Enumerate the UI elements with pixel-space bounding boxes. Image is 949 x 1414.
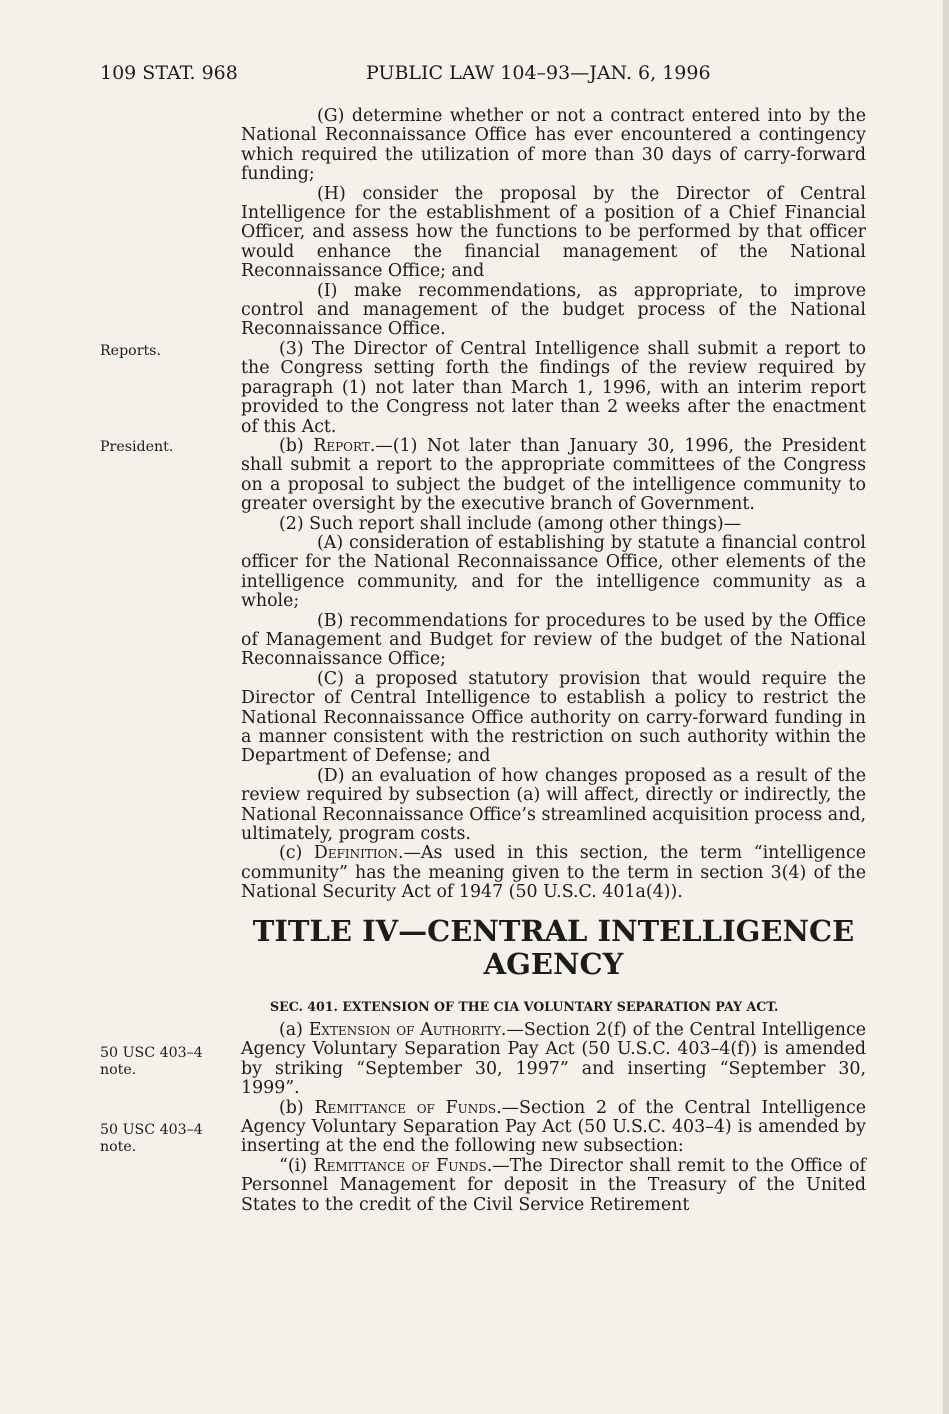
margin-note-usc-1-line1: 50 USC 403–4 [100,1045,203,1061]
title-heading [241,915,866,981]
section-heading: SEC. 401. EXTENSION OF THE CIA VOLUNTARY SEPARATION PAY ACT. [270,999,779,1014]
paragraph-h: (H) consider the proposal by the Director of Central Intelligence for the establishment of a position of a Chief Financial Officer, and assess how the functions to be performed by that officer would enhance the financial management of the National Reconnaissance Office; and [241,183,866,282]
lower-text-column [241,1021,866,1215]
margin-note-usc-2 [100,1122,203,1155]
paragraph-g: (G) determine whether or not a contract entered into by the National Reconnaissance Office has ever encountered a contingency which required the utilization of more than 30 days of carry-forward funding; [241,106,866,185]
section-b-prefix: (b) [279,1097,315,1118]
title-line-2: AGENCY [483,947,624,981]
margin-note-reports: Reports. [100,343,161,359]
margin-note-usc-1 [100,1045,203,1078]
title-line-1: TITLE IV—CENTRAL INTELLIGENCE [252,914,855,948]
subsection-c-prefix: (c) [279,843,314,864]
margin-note-usc-1-line2: note. [100,1061,137,1078]
section-i-heading: Remittance of Funds [313,1155,487,1176]
subsection-c-text: .—As used in this section, the term “intelligence community” has the meaning given to the term in section 3(4) of the National Security Act of 1947 (50 U.S.C. 401a(4)). [241,843,866,903]
margin-note-usc-2-line1: 50 USC 403–4 [100,1122,203,1138]
paragraph-a: (A) consideration of establishing by statute a financial control officer for the National Reconnaissance Office, other elements of the intelligence community, and for the intelligence community as a whole; [241,532,866,612]
section-a-heading: Extension of Authority [308,1020,501,1040]
law-reference: PUBLIC LAW 104–93—JAN. 6, 1996 [366,62,711,84]
section-subsection-b [241,1099,866,1157]
paragraph-2: (2) Such report shall include (among other things)— [279,513,742,534]
section-b-heading: Remittance of Funds [314,1097,497,1118]
subsection-b-report [241,437,866,515]
paragraph-b: (B) recommendations for procedures to be used by the Office of Management and Budget for review of the budget of the National Reconnaissance Office; [241,610,866,670]
section-i-prefix: “(i) [279,1155,314,1176]
subsection-b-text: .—(1) Not later than January 30, 1996, the President shall submit a report to the appropriate committees of the Congress on a proposal to subject the budget of the intelligence community to greater oversight by the executive branch of Government. [241,435,866,515]
section-subsection-a [241,1021,866,1099]
margin-note-usc-2-line2: note. [100,1138,137,1155]
subsection-c-heading: Definition [313,843,398,864]
stat-reference: 109 STAT. 968 [100,62,238,84]
paragraph-d: (D) an evaluation of how changes proposed as a result of the review required by subsection (a) will affect, directly or indirectly, the National Reconnaissance Office’s streamlined acquisition process and, ultimately, program costs. [241,765,866,845]
paragraph-c: (C) a proposed statutory provision that would require the Director of Central Intelligence to establish a policy to restrict the National Reconnaissance Office authority on carry-forward funding in a manner consistent with the restriction on such authority within the Department of Defense; and [241,668,866,767]
page-edge-shadow [943,0,949,1414]
subsection-b-heading: Report [313,435,370,456]
section-a-text: .—Section 2(f) of the Central Intelligence Agency Voluntary Separation Pay Act (50 U.S.C. 403–4(f)) is amended by striking “September 30, 1997” and inserting “September 30, 1999”. [241,1020,867,1099]
paragraph-i: (I) make recommendations, as appropriate, to improve control and management of the budget process of the National Reconnaissance Office. [241,280,866,340]
section-b-text: .—Section 2 of the Central Intelligence Agency Voluntary Separation Pay Act (50 U.S.C. 403–4) is amended by inserting at the end the following new subsection: [241,1097,867,1157]
subsection-b-prefix: (b) [279,435,314,456]
paragraph-3: (3) The Director of Central Intelligence shall submit a report to the Congress setting forth the findings of the review required by paragraph (1) not later than March 1, 1996, with an interim report provided to the Congress not later than 2 weeks after the enactment of this Act. [241,338,866,437]
subsection-c-definition [241,844,866,902]
margin-note-president: President. [100,439,174,455]
upper-text-column [241,107,866,903]
section-i-text: .—The Director shall remit to the Office of Personnel Management for deposit in the Treasury of the United States to the credit of the Civil Service Retirement [241,1155,866,1215]
section-a-prefix: (a) [279,1020,309,1040]
section-subsection-i [241,1157,866,1215]
